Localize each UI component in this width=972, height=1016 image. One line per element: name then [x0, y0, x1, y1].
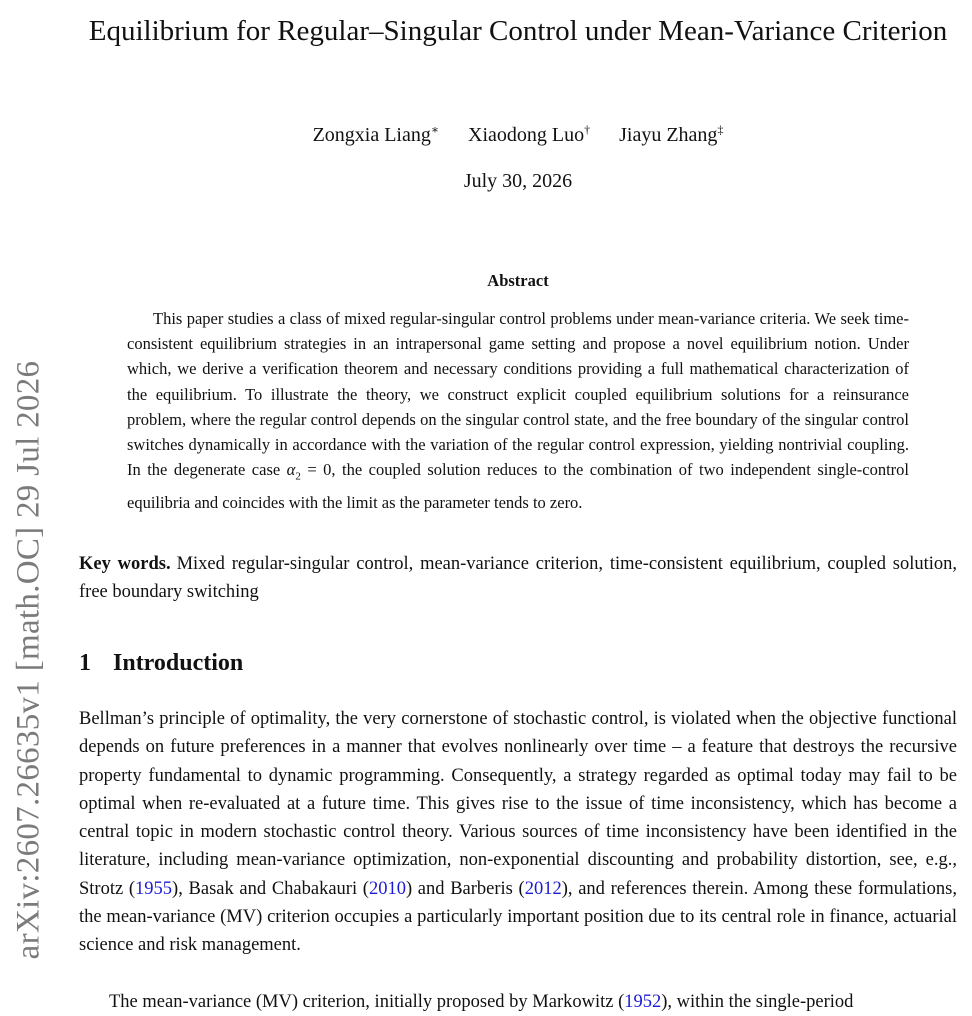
- math-alpha: α: [286, 460, 296, 480]
- arxiv-identifier-text: arXiv:2607.26635v1 [math.OC] 29 Jul 2026: [10, 360, 47, 960]
- arxiv-side-identifier: [0, 330, 58, 990]
- section-heading: [79, 650, 243, 677]
- intro-paragraph-1: [79, 705, 957, 960]
- abstract-body: [127, 306, 909, 515]
- intro-text: ) and Barberis (: [405, 878, 525, 899]
- author-footnote-mark: ∗: [430, 122, 440, 136]
- paper-date: July 30, 2026: [463, 170, 573, 192]
- intro-text: Bellman’s principle of optimality, the very cornerstone of stochastic control, is violated when the objective functional depends on future preferences in a manner that evolves nonlinearly over time – a feature that destroys the recursive property fundamental to dynamic programming. Consequently, a strategy regarded as optimal today may fail to be optimal when re-evaluated at a future time. This gives rise to the issue of time inconsistency, which has become a central topic in modern stochastic control theory. Various sources of time inconsistency have been identified in the literature, including mean-variance optimization, non-exponential discounting and probability distortion, see, e.g., Strotz (: [79, 709, 957, 899]
- keywords-label: Key words.: [79, 554, 171, 574]
- math-equals-zero: = 0: [300, 460, 332, 480]
- section-number: 1: [79, 650, 91, 676]
- abstract-text-2: , the coupled solution reduces to the combination of two independent single-control equilibria and coincides with the limit as the parameter tends to zero.: [127, 460, 910, 512]
- author-3: [619, 124, 723, 146]
- citation-link-markowitz[interactable]: 1952: [624, 992, 662, 1012]
- author-name: Jiayu Zhang: [619, 123, 718, 146]
- intro-paragraph-2: [79, 988, 957, 1016]
- keywords-text: Mixed regular-singular control, mean-variance criterion, time-consistent equilibrium, coupled solution, free boundary switching: [79, 554, 957, 602]
- citation-link-barberis[interactable]: 2012: [524, 878, 562, 899]
- citation-link-basak[interactable]: 2010: [368, 878, 406, 899]
- author-list: [80, 122, 956, 147]
- intro-text: ), Basak and Chabakauri (: [172, 878, 369, 899]
- paper-title: Equilibrium for Regular–Singular Control under Mean-Variance Criterion: [88, 15, 948, 47]
- keywords: [79, 550, 957, 606]
- section-title: Introduction: [113, 650, 244, 676]
- citation-link-strotz[interactable]: 1955: [135, 878, 173, 899]
- intro-text: ), and references therein. Among these formulations, the mean-variance (MV) criterion occupies a particularly important position due to its central role in finance, actuarial science and risk management.: [79, 878, 957, 956]
- author-footnote-mark: †: [584, 122, 591, 136]
- author-2: [468, 124, 590, 146]
- intro-text: ), within the single-period: [661, 992, 854, 1012]
- math-subscript: 2: [295, 470, 301, 483]
- author-name: Xiaodong Luo: [468, 123, 585, 146]
- author-1: [313, 124, 439, 146]
- intro-text: The mean-variance (MV) criterion, initially proposed by Markowitz (: [109, 992, 625, 1012]
- author-footnote-mark: ‡: [717, 122, 724, 136]
- abstract-heading: Abstract: [487, 271, 549, 290]
- author-name: Zongxia Liang: [312, 123, 431, 146]
- abstract-text-1: This paper studies a class of mixed regular-singular control problems under mean-variance criteria. We seek time-consistent equilibrium strategies in an intrapersonal game setting and propose a novel equilibrium notion. Under which, we derive a verification theorem and necessary conditions providing a full mathematical characterization of the equilibrium. To illustrate the theory, we construct explicit coupled equilibrium solutions for a reinsurance problem, where the regular control depends on the singular control state, and the free boundary of the singular control switches dynamically in accordance with the variation of the regular control expression, yielding nontrivial coupling. In the degenerate case: [127, 309, 909, 480]
